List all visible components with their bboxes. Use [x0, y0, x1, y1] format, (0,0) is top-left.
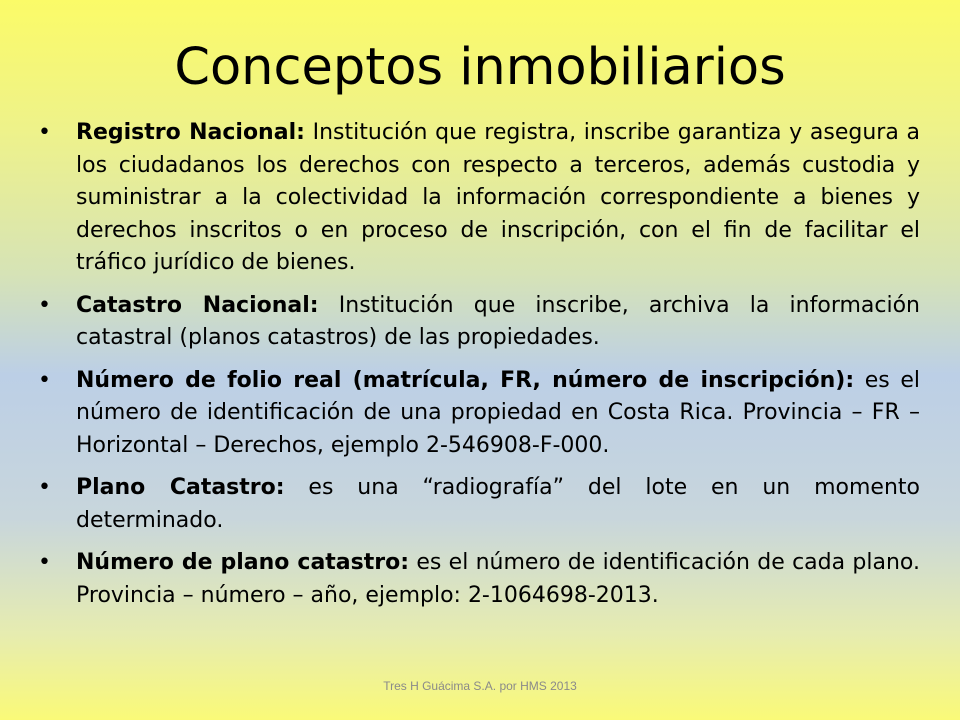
bullet-text: es el número de identificación de una propiedad en Costa Rica. Provincia – FR – Horizontal – Derechos, ejemplo 2-546908-F-000. — [76, 367, 920, 458]
bullet-icon: • — [38, 292, 51, 318]
bullet-term: Registro Nacional: — [76, 120, 305, 145]
bullet-term: Número de plano catastro: — [76, 550, 410, 575]
bullet-icon: • — [38, 120, 51, 145]
bullet-term: Plano Catastro: — [76, 475, 285, 500]
slide-footer: Tres H Guácima S.A. por HMS 2013 — [383, 679, 577, 693]
bullet-text: Institución que inscribe, archiva la información catastral (planos catastros) de las propiedades. — [76, 292, 920, 350]
bullet-item-catastro-nacional — [38, 290, 920, 355]
bullet-text: es el número de identificación de cada plano. Provincia – número – año, ejemplo: 2-1064698-2013. — [76, 550, 920, 608]
bullet-item-numero-plano-catastro — [38, 547, 920, 612]
bullet-term: Número de folio real (matrícula, FR, número de inscripción): — [76, 367, 855, 393]
bullet-list — [38, 117, 920, 622]
bullet-text: Institución que registra, inscribe garantiza y asegura a los ciudadanos los derechos con respecto a terceros, además custodia y suministrar a la colectividad la información correspondiente a bienes y derechos inscritos o en proceso de inscripción, con el fin de facilitar el tráfico jurídico de bienes. — [76, 120, 920, 275]
bullet-icon: • — [38, 550, 51, 575]
bullet-item-folio-real — [38, 365, 920, 463]
slide-title: Conceptos inmobiliarios — [174, 38, 786, 97]
bullet-item-registro-nacional — [38, 117, 920, 280]
bullet-item-plano-catastro — [38, 472, 920, 537]
bullet-icon: • — [38, 367, 51, 393]
bullet-term: Catastro Nacional: — [76, 292, 319, 318]
bullet-icon: • — [38, 475, 51, 500]
bullet-text: es una “radiografía” del lote en un momento determinado. — [76, 475, 920, 533]
